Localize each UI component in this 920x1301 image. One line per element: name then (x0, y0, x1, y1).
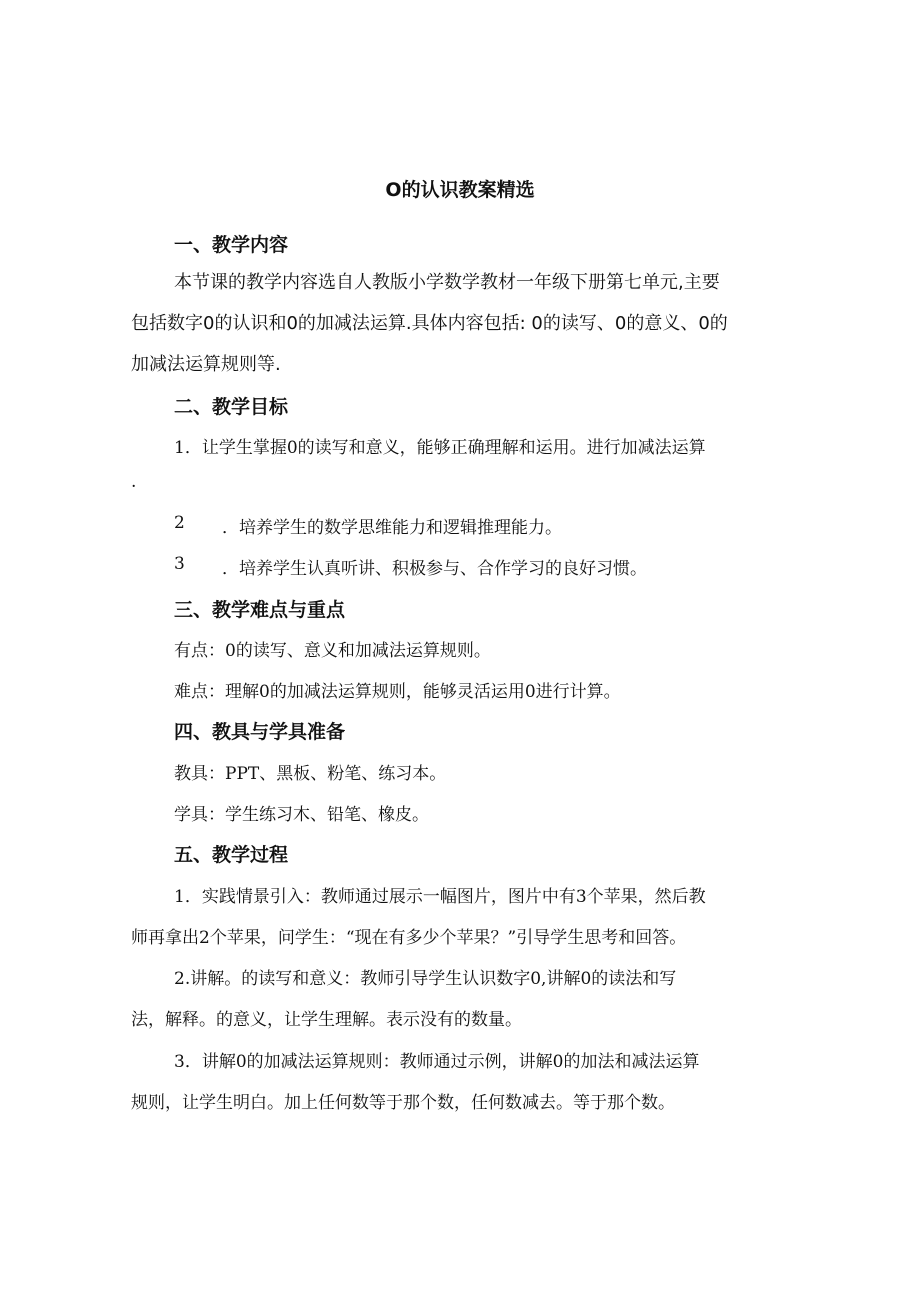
student-tools-text: 学具：学生练习木、铅笔、橡皮。 (174, 805, 429, 825)
goal-item-1: 1．让学生掌握0的读写和意义，能够正确理解和运用。进行加减法运算 (174, 438, 706, 458)
section-heading-goals: 二、教学目标 (174, 396, 289, 418)
document-title: O的认识教案精选 (385, 179, 535, 201)
difficult-point-text: 难点：理解0的加减法运算规则，能够灵活运用0进行计算。 (174, 682, 621, 702)
goal-item-2: ．培养学生的数学思维能力和逻辑推理能力。 (222, 518, 562, 538)
teaching-tools-text: 教具：PPT、黑板、粉笔、练习本。 (174, 764, 447, 784)
content-paragraph-line: 包括数字0的认识和0的加减法运算.具体内容包括: 0的读写、0的意义、0的 (131, 313, 728, 334)
goal-item-2-number: 2 (174, 513, 185, 533)
goal-item-3: ．培养学生认真听讲、积极参与、合作学习的良好习惯。 (222, 559, 647, 579)
section-heading-key-points: 三、教学难点与重点 (174, 599, 346, 621)
section-heading-content: 一、教学内容 (174, 234, 289, 256)
section-heading-materials: 四、教具与学具准备 (174, 721, 346, 743)
process-step-2-continuation: 法，解释。的意义，让学生理解。表示没有的数量。 (131, 1010, 522, 1030)
content-paragraph-line: 本节课的教学内容选自人教版小学数学教材一年级下册第七单元,主要 (174, 272, 720, 293)
goal-item-3-number: 3 (174, 554, 185, 574)
process-step-3: 3．讲解0的加减法运算规则：教师通过示例，讲解0的加法和减法运算 (174, 1052, 700, 1072)
process-step-3-continuation: 规则，让学生明白。加上任何数等于那个数，任何数减去。等于那个数。 (131, 1093, 675, 1113)
section-heading-process: 五、教学过程 (174, 844, 289, 866)
content-paragraph-line: 加减法运算规则等. (131, 354, 281, 375)
process-step-1: 1．实践情景引入：教师通过展示一幅图片，图片中有3个苹果，然后教 (174, 887, 706, 907)
process-step-2: 2.讲解。的读写和意义：教师引导学生认识数字0,讲解0的读法和写 (174, 969, 677, 989)
process-step-1-continuation: 师再拿出2个苹果，问学生：“现在有多少个苹果？”引导学生思考和回答。 (131, 928, 687, 948)
key-point-text: 有点：0的读写、意义和加减法运算规则。 (174, 641, 491, 661)
goal-item-1-continuation: . (131, 472, 137, 492)
